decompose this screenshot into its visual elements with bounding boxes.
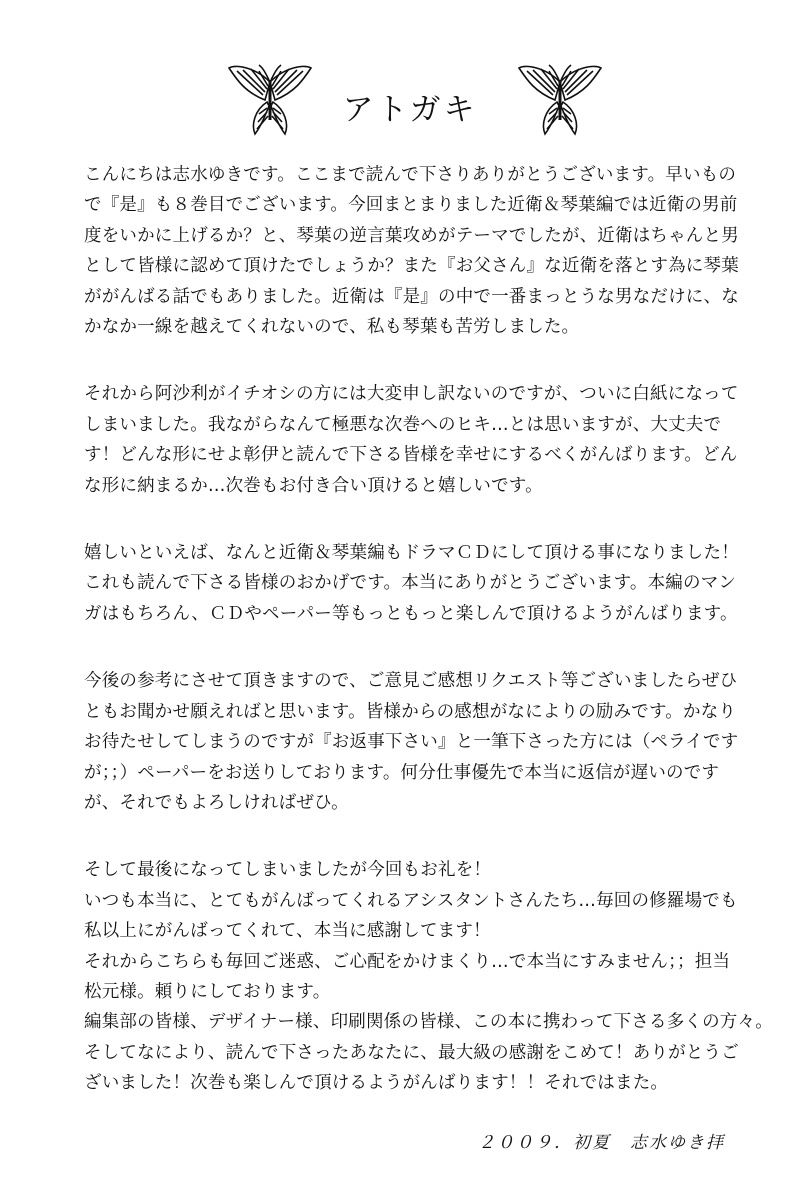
paragraph-5 — [84, 855, 774, 1098]
text-line: これも読んで下さる皆様のおかげです。本当にありがとうございます。本編のマン — [84, 573, 737, 594]
text-line: 今後の参考にさせて頂きますので、ご意見ご感想リクエスト等ございましたらぜひ — [84, 671, 738, 692]
text-line: 松元様。頼りにしております。 — [84, 981, 331, 1002]
text-line: お待たせしてしまうのですが『お返事下さい』と一筆下さった方には（ペライです — [84, 732, 739, 753]
text-line: ざいました！次巻も楽しんで頂けるようがんばります！！それではまた。 — [84, 1073, 669, 1094]
text-line: そしてなにより、読んで下さったあなたに、最大級の感謝をこめて！ありがとうご — [84, 1042, 739, 1063]
afterword-header — [0, 62, 800, 152]
text-line: ががんばる話でもありました。近衛は『是』の中で一番まっとうな男なだけに、な — [84, 286, 739, 307]
text-line: として皆様に認めて頂けたでしょうか？また『お父さん』な近衛を落とす為に琴葉 — [84, 256, 739, 277]
text-line: それからこちらも毎回ご迷惑、ご心配をかけまくり…で本当にすみません；；担当 — [84, 951, 731, 972]
text-line: かなか一線を越えてくれないので、私も琴葉も苦労しました。 — [84, 317, 580, 338]
butterfly-icon — [225, 62, 315, 142]
text-line: こんにちは志水ゆきです。ここまで読んで下さりありがとうございます。早いもの — [84, 165, 737, 185]
text-line: で『是』も８巻目でございます。今回まとまりました近衛＆琴葉編では近衛の男前 — [84, 195, 738, 216]
paragraph-2 — [84, 379, 774, 501]
text-line: ともお聞かせ願えればと思います。皆様からの感想がなによりの励みです。かなり — [84, 701, 737, 722]
text-line: 編集部の皆様、デザイナー様、印刷関係の皆様、この本に携わって下さる多くの方々。 — [84, 1012, 773, 1033]
page-title: アトガキ — [342, 92, 478, 128]
paragraph-4 — [84, 666, 774, 818]
text-line: な形に納まるか…次巻もお付き合い頂けると嬉しいです。 — [84, 475, 543, 496]
text-line: が；；）ペーパーをお送りしております。何分仕事優先で本当に返信が遅いのです — [84, 762, 720, 783]
text-line: が、それでもよろしければぜひ。 — [84, 792, 349, 813]
text-line: いつも本当に、とてもがんばってくれるアシスタントさんたち…毎回の修羅場でも — [84, 890, 738, 911]
text-line: す！どんな形にせよ彰伊と読んで下さる皆様を幸せにするべくがんばります。どん — [84, 445, 738, 466]
text-line: 嬉しいといえば、なんと近衛＆琴葉編もドラマＣＤにして頂ける事になりました！ — [84, 543, 739, 564]
text-line: ガはもちろん、ＣＤやペーパー等もっともっと楽しんで頂けるようがんばります。 — [84, 603, 738, 624]
afterword-body — [84, 160, 774, 1136]
paragraph-1 — [84, 160, 774, 342]
butterfly-icon — [515, 62, 605, 142]
text-line: 私以上にがんばってくれて、本当に感謝してます！ — [84, 921, 491, 942]
text-line: しまいました。我ながらなんて極悪な次巻へのヒキ…とは思いますが、大丈夫で — [84, 414, 722, 435]
text-line: それから阿沙利がイチオシの方には大変申し訳ないのですが、ついに白紙になって — [84, 384, 739, 405]
paragraph-3 — [84, 538, 774, 629]
author-signature: ２００９．初夏 志水ゆき拝 — [478, 1133, 725, 1153]
text-line: そして最後になってしまいましたが今回もお礼を！ — [84, 860, 492, 881]
text-line: 度をいかに上げるか？と、琴葉の逆言葉攻めがテーマでしたが、近衛はちゃんと男 — [84, 225, 739, 246]
